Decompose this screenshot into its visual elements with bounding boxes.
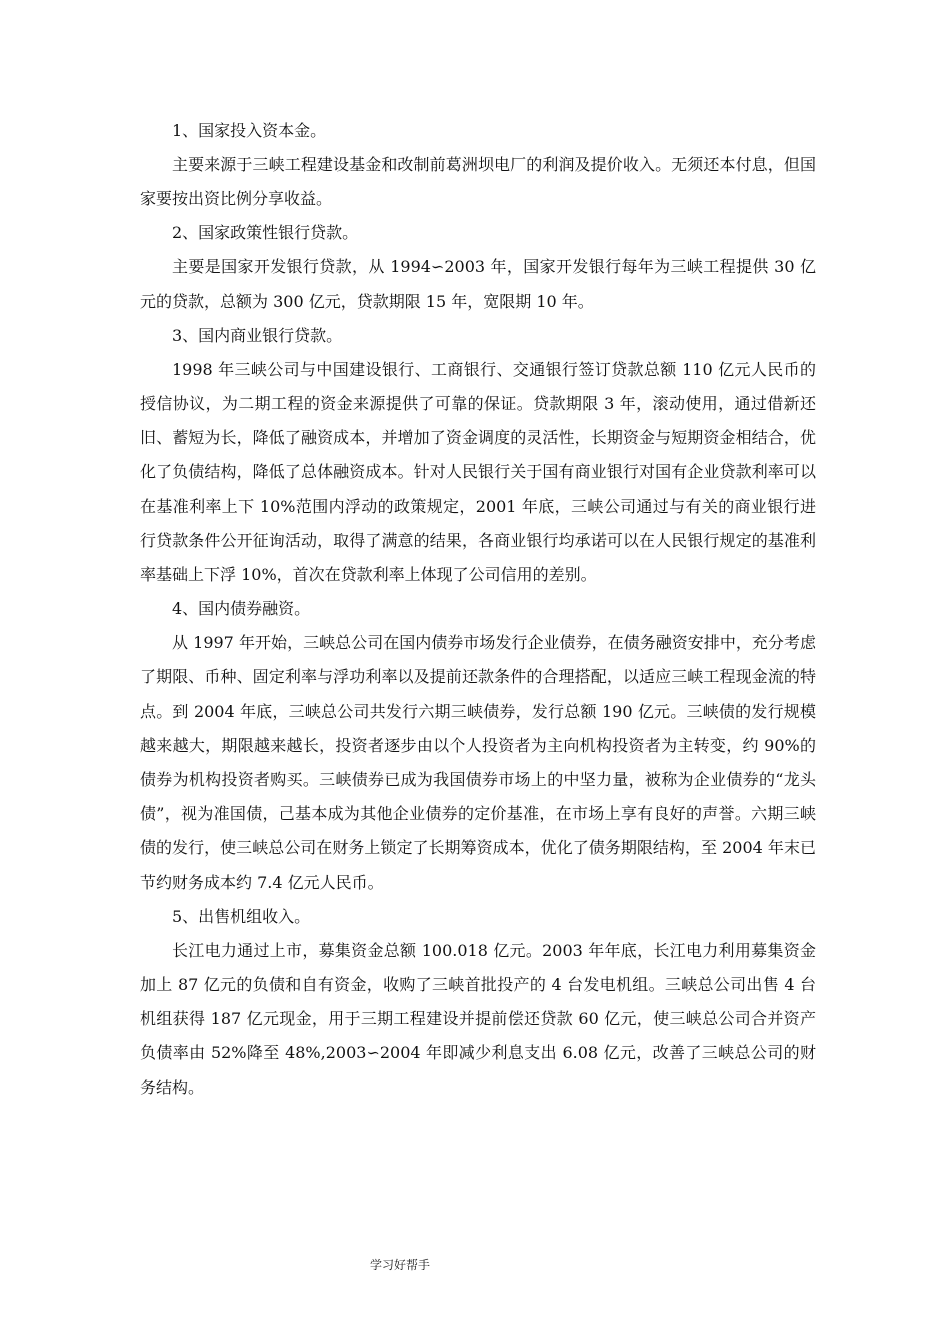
section-5-paragraph: 长江电力通过上市，募集资金总额 100.018 亿元。2003 年年底，长江电力利用募集资金加上 87 亿元的负债和自有资金，收购了三峡首批投产的 4 台发电机组。三峡总公司出售 4 台机组获得 187 亿元现金，用于三期工程建设并提前偿还贷款 60 亿元，使三峡总公司合并资产负债率由 52%降至 48%,2003∽2004 年即减少利息支出 6.08 亿元，改善了三峡总公司的财务结构。 [140,940,816,1097]
section-2-paragraph: 主要是国家开发银行贷款，从 1994∽2003 年，国家开发银行每年为三峡工程提供 30 亿元的贷款，总额为 300 亿元，贷款期限 15 年，宽限期 10 年。 [140,257,816,311]
page-footer: 学习好帮手 [370,1258,431,1272]
section-4-paragraph: 从 1997 年开始，三峡总公司在国内债券市场发行企业债券，在债务融资安排中，充分考虑了期限、币种、固定利率与浮功利率以及提前还款条件的合理搭配，以适应三峡工程现金流的特点。到 2004 年底，三峡总公司共发行六期三峡债券，发行总额 190 亿元。三峡债的发行规模越来越大，期限越来越长，投资者逐步由以个人投资者为主向机构投资者为主转变，约 90%的债券为机构投资者购买。三峡债券已成为我国债券市场上的中坚力量，被称为企业债券的“龙头债”，视为准国债，己基本成为其他企业债券的定价基准，在市场上享有良好的声誉。六期三峡债的发行，使三峡总公司在财务上锁定了长期筹资成本，优化了债务期限结构，至 2004 年末已节约财务成本约 7.4 亿元人民币。 [140,633,816,892]
section-4-heading: 4、国内债券融资。 [172,599,311,619]
section-5-heading: 5、出售机组收入。 [172,906,311,926]
document-body [140,114,816,1105]
section-1-paragraph: 主要来源于三峡工程建设基金和改制前葛洲坝电厂的利润及提价收入。无须还本付息，但国家要按出资比例分享收益。 [140,155,816,209]
section-2-heading: 2、国家政策性银行贷款。 [172,223,359,243]
section-3-paragraph: 1998 年三峡公司与中国建设银行、工商银行、交通银行签订贷款总额 110 亿元人民币的授信协议，为二期工程的资金来源提供了可靠的保证。贷款期限 3 年，滚动使用，通过借新还旧、蓄短为长，降低了融资成本，并增加了资金调度的灵活性，长期资金与短期资金相结合，优化了负债结构，降低了总体融资成本。针对人民银行关于国有商业银行对国有企业贷款利率可以在基准利率上下 10%范围内浮动的政策规定，2001 年底，三峡公司通过与有关的商业银行进行贷款条件公开征询活动，取得了满意的结果，各商业银行均承诺可以在人民银行规定的基准利率基础上下浮 10%，首次在贷款利率上体现了公司信用的差别。 [140,359,816,585]
section-1-heading: 1、国家投入资本金。 [172,121,327,140]
section-3-heading: 3、国内商业银行贷款。 [172,325,343,345]
